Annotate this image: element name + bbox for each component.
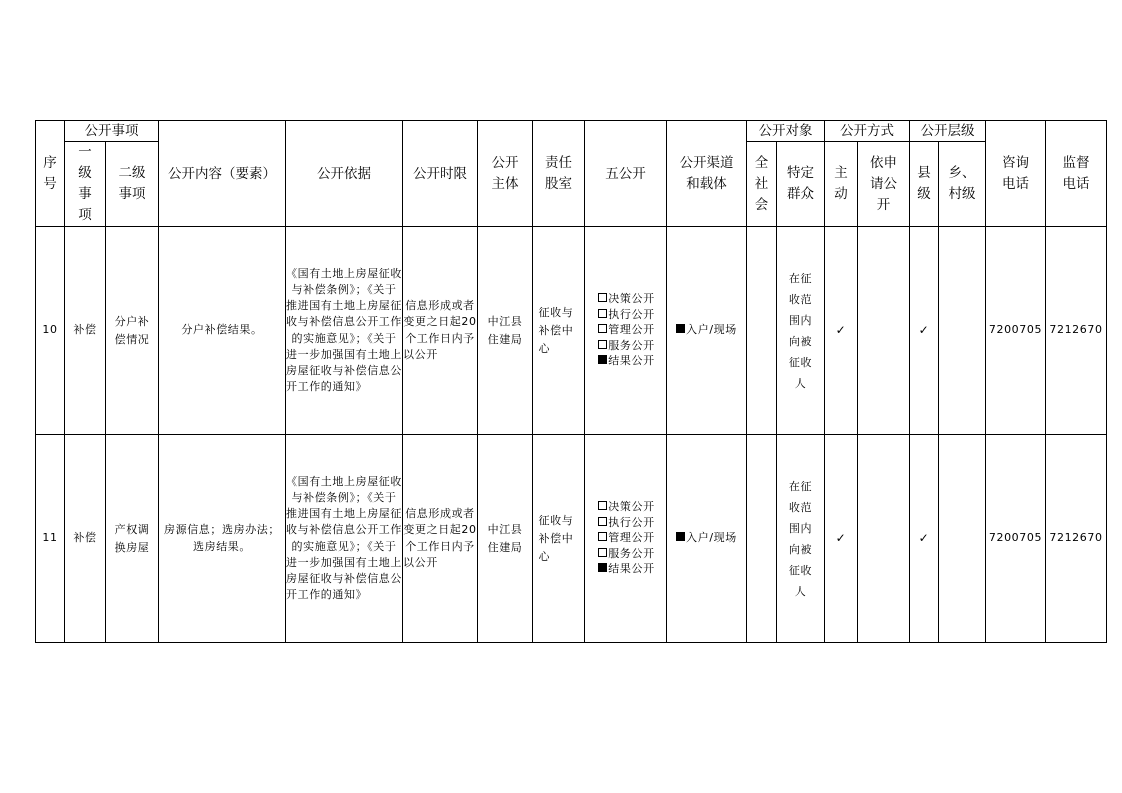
five-open-item: 结果公开 bbox=[598, 561, 654, 577]
checkbox-checked-icon bbox=[676, 324, 685, 333]
five-open-item: 执行公开 bbox=[598, 307, 654, 323]
cell-level2: 分户补偿情况 bbox=[106, 227, 159, 435]
cell-five-open bbox=[585, 435, 667, 643]
table-row bbox=[36, 227, 1107, 435]
five-open-item: 管理公开 bbox=[598, 322, 654, 338]
cell-level1: 补偿 bbox=[65, 227, 106, 435]
cell-consult-phone: 7200705 bbox=[986, 435, 1046, 643]
cell-target-specific: 在征收范围内向被征收人 bbox=[777, 435, 825, 643]
five-open-item: 服务公开 bbox=[598, 546, 654, 562]
header-consult-phone: 咨询电话 bbox=[986, 121, 1046, 227]
header-basis: 公开依据 bbox=[286, 121, 403, 227]
checkbox-icon bbox=[598, 501, 607, 510]
header-level-town: 乡、村级 bbox=[939, 142, 986, 227]
checkbox-icon bbox=[598, 548, 607, 557]
cell-dept: 征收与补偿中心 bbox=[533, 227, 585, 435]
header-target-all: 全社会 bbox=[747, 142, 777, 227]
header-matter: 公开事项 bbox=[65, 121, 159, 142]
cell-time-limit: 信息形成或者变更之日起20个工作日内予以公开 bbox=[403, 227, 478, 435]
checkbox-icon bbox=[598, 532, 607, 541]
cell-level1: 补偿 bbox=[65, 435, 106, 643]
cell-basis: 《国有土地上房屋征收与补偿条例》；《关于推进国有土地上房屋征收与补偿信息公开工作的实施意见》；《关于进一步加强国有土地上房屋征收与补偿信息公开工作的通知》 bbox=[286, 227, 403, 435]
header-level: 公开层级 bbox=[910, 121, 986, 142]
cell-target-specific: 在征收范围内向被征收人 bbox=[777, 227, 825, 435]
cell-time-limit: 信息形成或者变更之日起20个工作日内予以公开 bbox=[403, 435, 478, 643]
five-open-item: 执行公开 bbox=[598, 515, 654, 531]
checkbox-icon bbox=[598, 517, 607, 526]
cell-content: 分户补偿结果。 bbox=[159, 227, 286, 435]
checkbox-icon bbox=[598, 324, 607, 333]
header-level2: 二级事项 bbox=[106, 142, 159, 227]
cell-supervise-phone: 7212670 bbox=[1046, 227, 1107, 435]
disclosure-table bbox=[35, 120, 1107, 643]
cell-target-all bbox=[747, 227, 777, 435]
five-open-item: 决策公开 bbox=[598, 291, 654, 307]
cell-method-request bbox=[858, 435, 910, 643]
header-channel: 公开渠道和载体 bbox=[667, 121, 747, 227]
header-method-active: 主动 bbox=[825, 142, 858, 227]
five-open-item: 管理公开 bbox=[598, 530, 654, 546]
cell-supervise-phone: 7212670 bbox=[1046, 435, 1107, 643]
checkbox-icon bbox=[598, 340, 607, 349]
cell-method-active: ✓ bbox=[825, 435, 858, 643]
table-row bbox=[36, 435, 1107, 643]
cell-content: 房源信息；选房办法；选房结果。 bbox=[159, 435, 286, 643]
cell-basis: 《国有土地上房屋征收与补偿条例》；《关于推进国有土地上房屋征收与补偿信息公开工作的实施意见》；《关于进一步加强国有土地上房屋征收与补偿信息公开工作的通知》 bbox=[286, 435, 403, 643]
cell-seq: 10 bbox=[36, 227, 65, 435]
header-five-open: 五公开 bbox=[585, 121, 667, 227]
cell-level2: 产权调换房屋 bbox=[106, 435, 159, 643]
cell-dept: 征收与补偿中心 bbox=[533, 435, 585, 643]
cell-level-county: ✓ bbox=[910, 435, 939, 643]
checkbox-icon bbox=[598, 293, 607, 302]
header-supervise-phone: 监督电话 bbox=[1046, 121, 1107, 227]
header-dept: 责任股室 bbox=[533, 121, 585, 227]
header-seq: 序号 bbox=[36, 121, 65, 227]
five-open-item: 结果公开 bbox=[598, 353, 654, 369]
checkbox-icon bbox=[598, 309, 607, 318]
header-content: 公开内容（要素） bbox=[159, 121, 286, 227]
header-subject: 公开主体 bbox=[478, 121, 533, 227]
five-open-item: 服务公开 bbox=[598, 338, 654, 354]
cell-method-active: ✓ bbox=[825, 227, 858, 435]
cell-subject: 中江县住建局 bbox=[478, 435, 533, 643]
cell-five-open bbox=[585, 227, 667, 435]
header-method: 公开方式 bbox=[825, 121, 910, 142]
header-level1: 一级事项 bbox=[65, 142, 106, 227]
header-level-county: 县级 bbox=[910, 142, 939, 227]
header-method-request: 依申请公开 bbox=[858, 142, 910, 227]
cell-level-town bbox=[939, 227, 986, 435]
cell-consult-phone: 7200705 bbox=[986, 227, 1046, 435]
cell-channel: 入户/现场 bbox=[667, 435, 747, 643]
cell-level-county: ✓ bbox=[910, 227, 939, 435]
cell-level-town bbox=[939, 435, 986, 643]
checkbox-checked-icon bbox=[598, 563, 607, 572]
cell-subject: 中江县住建局 bbox=[478, 227, 533, 435]
cell-method-request bbox=[858, 227, 910, 435]
cell-channel: 入户/现场 bbox=[667, 227, 747, 435]
cell-target-all bbox=[747, 435, 777, 643]
five-open-item: 决策公开 bbox=[598, 499, 654, 515]
header-target: 公开对象 bbox=[747, 121, 825, 142]
checkbox-checked-icon bbox=[676, 532, 685, 541]
checkbox-checked-icon bbox=[598, 355, 607, 364]
cell-seq: 11 bbox=[36, 435, 65, 643]
header-time-limit: 公开时限 bbox=[403, 121, 478, 227]
header-target-specific: 特定群众 bbox=[777, 142, 825, 227]
